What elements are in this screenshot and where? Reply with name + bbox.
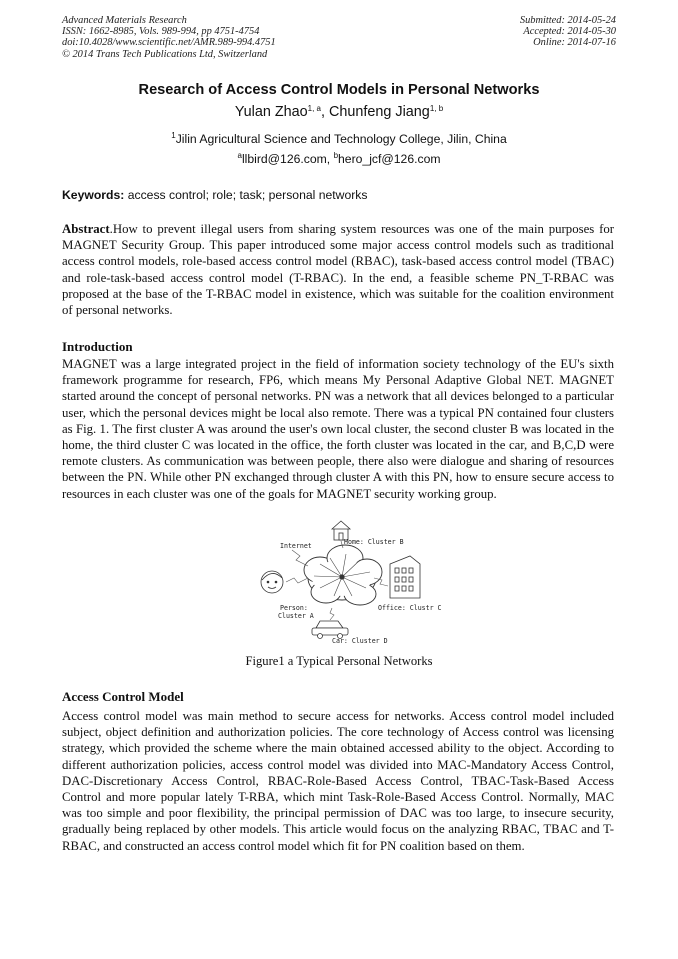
journal-issn: ISSN: 1662-8985, Vols. 989-994, pp 4751-4754 [62,26,260,38]
abstract-label: Abstract [62,222,110,236]
abstract-paragraph [62,221,614,318]
figure-label-cluster-a: Cluster A [278,612,314,620]
author-2: Chunfeng Jiang [329,104,430,120]
intro-heading: Introduction [62,339,133,354]
paper-title: Research of Access Control Models in Personal Networks [138,82,540,98]
journal-name: Advanced Materials Research [62,15,187,26]
email-b: hero_jcf@126.com [338,152,441,166]
figure-label-car: Car: Cluster D [332,637,388,645]
person-icon [261,571,283,593]
submitted-date: Submitted: 2014-05-24 [519,15,616,26]
access-control-paragraph: Access control model was main method to secure access for networks. Access control model included subject, object definition and authorization policies. The core technology of Access control was licensing strategy, which provided the scheme where the main obtained accessed ability to the object. According to different authorization policies, access control model was divided into MAC-Mandatory Access Control, DAC-Discretionary Access Control, RBAC-Role-Based Access Control, TBAC-Task-Based Access Control and more popular lately T-RBA, which mint Task-Role-Based Access Control. Normally, MAC was too simple and poor flexibility, the principal permission of DAC was too large, to insecure security, gradually being replaced by other models. This article would focus on the analyzing RBAC, TBAC and T-RBAC, and constructed an access control model which fit for PN coalition based on them. [62,709,614,853]
author-2-sup: 1, b [429,104,444,113]
email-a-sup: a [237,151,242,160]
access-control-heading: Access Control Model [62,689,184,704]
email-a: llbird@126.com, [241,152,334,166]
figure-label-home: Home: Cluster B [344,538,404,546]
journal-copyright: © 2014 Trans Tech Publications Ltd, Switzerland [62,48,268,60]
keywords-label: Keywords: [62,188,125,202]
online-date: Online: 2014-07-16 [533,37,616,49]
affiliation: Jilin Agricultural Science and Technology College, Jilin, China [175,132,507,146]
journal-info [62,15,422,60]
submission-dates [416,15,616,49]
figure-label-internet: Internet [280,542,312,550]
figure-caption: Figure1 a Typical Personal Networks [245,654,433,668]
keywords-line [62,188,622,202]
intro-paragraph: MAGNET was a large integrated project in the field of information society technology of the EU's sixth framework programme for research, FP6, which means My Personal Adaptive Global NET. MAGNET started around the concept of personal networks. PN was a network that all devices belonged to a particular user, which the personal devices might be local also remote. There was a typical PN contained four clusters as Fig. 1. The first cluster A was around the user's own local cluster, the second cluster B was located in the home, the third cluster C was located in the office, the forth cluster was located in the car, and B,C,D were remote clusters. As communication was between people, there also were dialogue and sharing of resources between the PN. While other PN exchanged through cluster A with this PN, how to ensure secure access to resources in each cluster was one of the goals for MAGNET security working group. [62,357,614,501]
abstract-text: .How to prevent illegal users from sharing system resources was one of the main purposes for MAGNET Security Group. This paper introduced some major access control models such as traditional access control models, role-based access control model (RBAC), task-based access control model (TBAC) and role-task-based access control model (T-RBAC). In the end, a feasible scheme PN_T-RBAC was proposed at the base of the T-RBAC model in existence, which was suitable for the coalition environment of personal networks. [62,222,614,318]
email-line [40,152,638,166]
keywords-text: access control; role; task; personal networks [124,188,368,202]
author-separator: , [321,104,329,120]
author-1-sup: 1, a [307,104,321,113]
car-icon [312,621,348,639]
author-1: Yulan Zhao [234,104,308,120]
accepted-date: Accepted: 2014-05-30 [523,26,616,38]
personal-network-figure [250,520,442,650]
affiliation-sup: 1 [171,131,176,140]
authors-line [40,104,638,120]
journal-doi: doi:10.4028/www.scientific.net/AMR.989-994.4751 [62,37,276,49]
figure-label-office: Office: Clustr C [378,604,442,612]
office-building-icon [390,556,420,598]
affiliation-line [40,132,638,146]
figure-label-person: Person: [280,604,308,612]
email-b-sup: b [333,151,339,160]
